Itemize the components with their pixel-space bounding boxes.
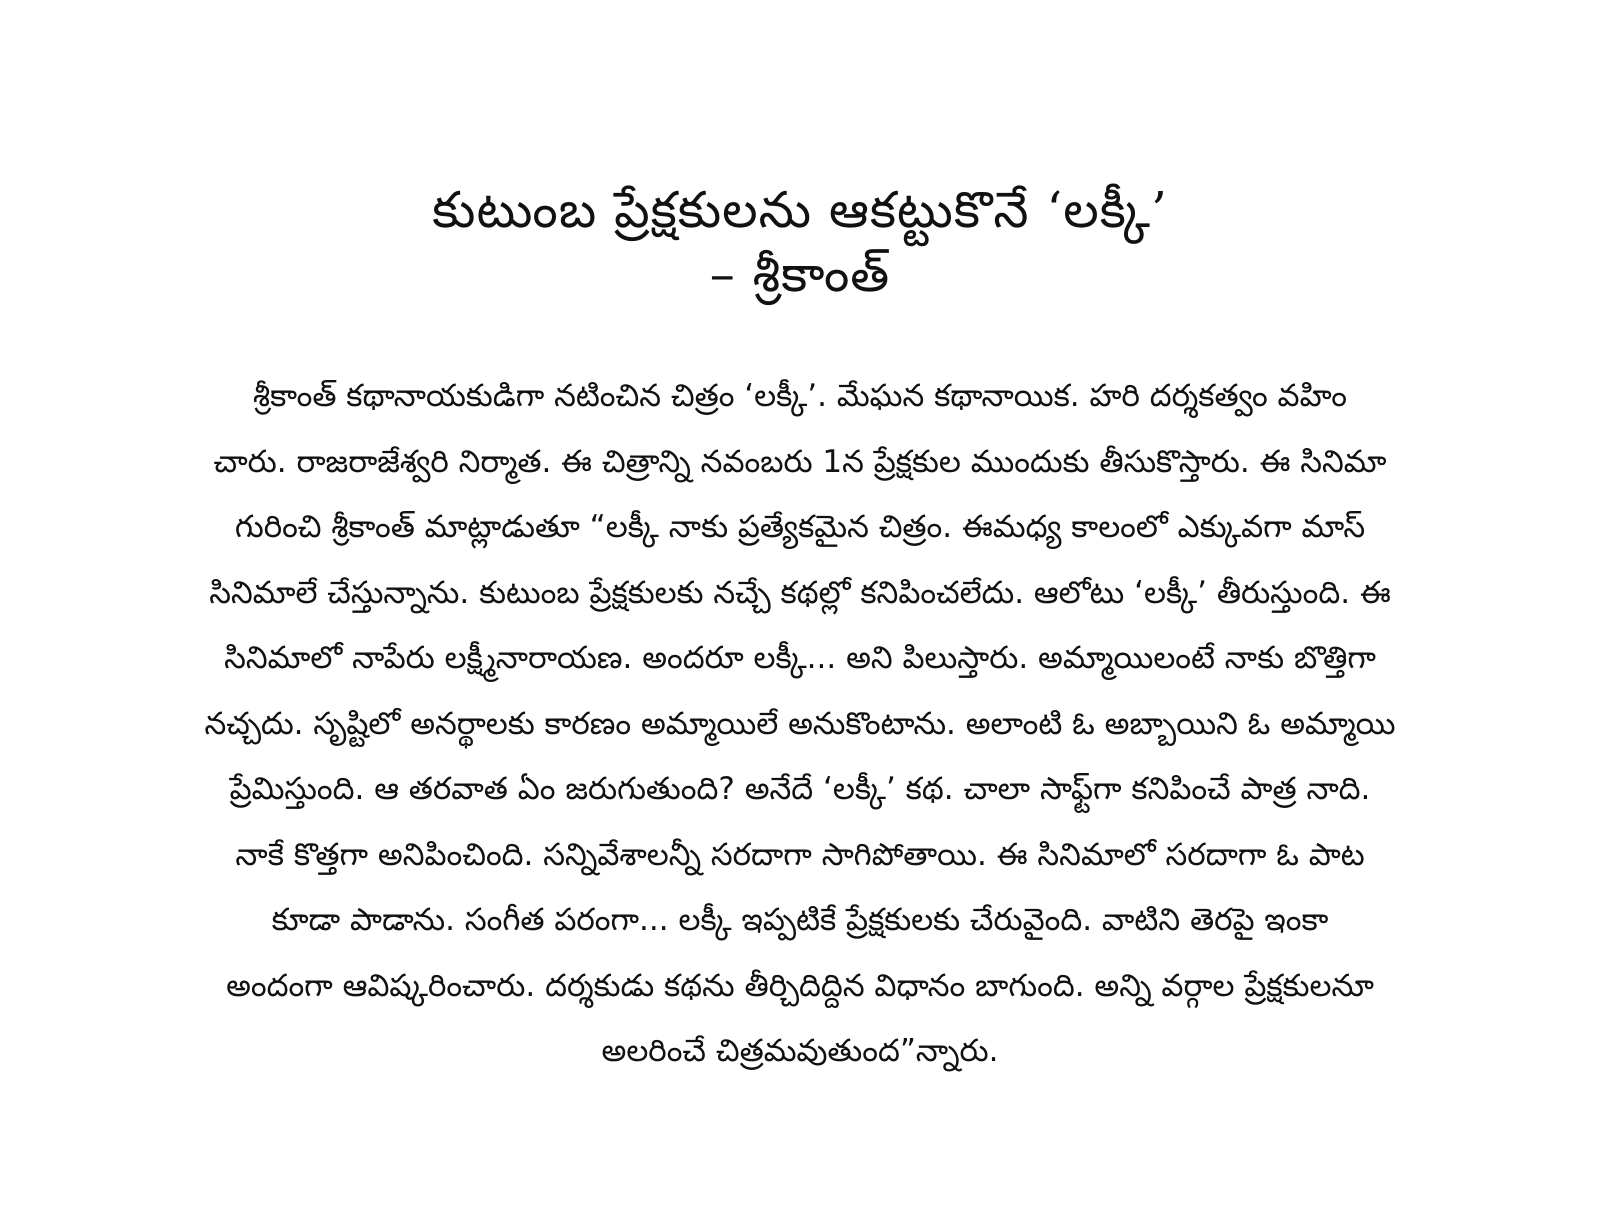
article-line: శ్రీకాంత్ కథానాయకుడిగా నటించిన చిత్రం ‘లక్కీ’. మేఘన కథానాయిక. హరి దర్శకత్వం వహిం [253,378,1347,414]
article-line: అలరించే చిత్రమవుతుంద”న్నారు. [601,1033,999,1069]
article-line: ప్రేమిస్తుంది. ఆ తరవాత ఏం జరుగుతుంది? అనేదే ‘లక్కీ’ కథ. చాలా సాఫ్ట్‌గా కనిపించే పాత్ర నాది. [229,771,1371,807]
article-headline [0,178,1600,306]
article-line: అందంగా ఆవిష్కరించారు. దర్శకుడు కథను తీర్చిదిద్దిన విధానం బాగుంది. అన్ని వర్గాల ప్రేక్షకులనూ [226,967,1374,1004]
article-line: గురించి శ్రీకాంత్ మాట్లాడుతూ “లక్కీ నాకు ప్రత్యేకమైన చిత్రం. ఈమధ్య కాలంలో ఎక్కువగా మాస్ [234,509,1366,545]
article-line: నచ్చదు. సృష్టిలో అనర్థాలకు కారణం అమ్మాయిలే అనుకొంటాను. అలాంటి ఓ అబ్బాయిని ఓ అమ్మాయి [204,705,1396,742]
article-body [95,364,1505,1085]
article-line: చారు. రాజరాజేశ్వరి నిర్మాత. ఈ చిత్రాన్ని నవంబరు 1న ప్రేక్షకుల ముందుకు తీసుకొస్తారు. ఈ సినిమా [213,443,1387,480]
headline-title: కుటుంబ ప్రేక్షకులను ఆకట్టుకొనే ‘లక్కీ’ [432,181,1168,239]
headline-byline: – శ్రీకాంత్ [709,245,891,303]
article-line: సినిమాలో నాపేరు లక్ష్మీనారాయణ. అందరూ లక్కీ... అని పిలుస్తారు. అమ్మాయిలంటే నాకు బొత్తిగా [224,640,1376,676]
article-line: నాకే కొత్తగా అనిపించింది. సన్నివేశాలన్నీ సరదాగా సాగిపోతాయి. ఈ సినిమాలో సరదాగా ఓ పాట [235,836,1365,873]
article-line: కూడా పాడాను. సంగీత పరంగా... లక్కీ ఇప్పటికే ప్రేక్షకులకు చేరువైంది. వాటిని తెరపై ఇంకా [271,902,1329,938]
article-line: సినిమాలే చేస్తున్నాను. కుటుంబ ప్రేక్షకులకు నచ్చే కథల్లో కనిపించలేదు. ఆలోటు ‘లక్కీ’ తీరుస్తుంది. ఈ [209,574,1391,611]
